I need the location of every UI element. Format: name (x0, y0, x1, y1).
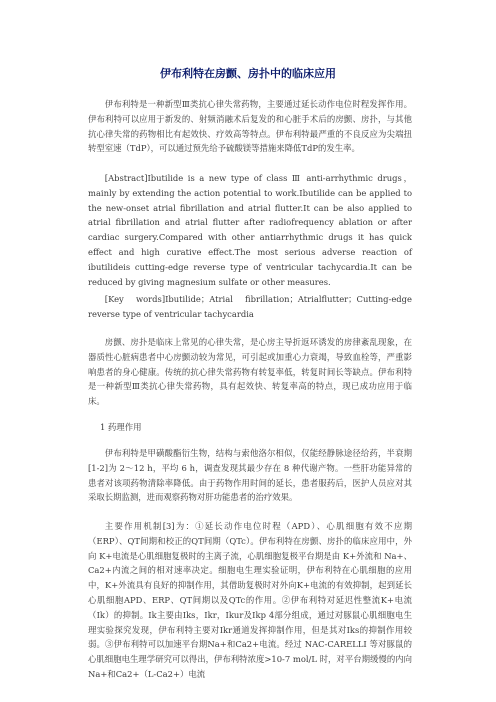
english-abstract: [Abstract]Ibutilide is a new type of class Ⅲ anti-arrhythmic drugs，mainly by extending the action potential to work.Ibutilide can be applied to the new-onset atrial fibrillation and atrial flutter.It can be also applied to atrial fibrillation and atrial flutter after radiofrequency ablation or after cardiac surgery.Compared with other antiarrhythmic drugs it has quick effect and high curative effect.The most serious adverse reaction of ibutilideis cutting-edge reverse type of ventricular tachycardia.It can be reduced by giving magnesium sulfate or other measures. (88, 173, 412, 287)
pharmacology-paragraph-1: 伊布利特是甲磺酸酯衍生物，结构与索他洛尔相似，仅能经静脉途径给药，半衰期[1-2]为 2～12 h，平均 6 h，调查发现其最少存在 8 种代谢产物。一些肝功能异常的患者对该项药物清除率降低。由于药物作用时间的延长，患者服药后，医护人员应对其采取长期监测，进而观察药物对肝功能患者的治疗效果。 (88, 448, 412, 503)
document-title: 伊布利特在房颤、房扑中的临床应用 (160, 67, 336, 80)
chinese-abstract: 伊布利特是一种新型Ⅲ类抗心律失常药物，主要通过延长动作电位时程发挥作用。伊布利特可以应用于新发的、射频消融术后复发的和心脏手术后的房颤、房扑，与其他抗心律失常的药物相比有起效快、疗效高等特点。伊布利特最严重的不良反应为尖端扭转型室速（TdP），可以通过预先给予硫酸镁等措施来降低TdP的发生率。 (88, 99, 412, 154)
introduction-paragraph: 房颤、房扑是临床上常见的心律失常，是心房主导折返环诱发的房律紊乱现象，在器质性心脏病患者中心房颤动较为常见，可引起或加重心力衰竭，导致血栓等，严重影响患者的身心健康。传统的抗心律失常药物有转复率低，转复时间长等缺点。伊布利特是一种新型Ⅲ类抗心律失常药物，具有起效快、转复率高的特点，现已成功应用于临床。 (88, 337, 412, 407)
keywords: [Key words]Ibutilide；Atrial fibrillation；Atrialflutter；Cutting-edge reverse type of ventricular tachycardia (88, 294, 412, 319)
pharmacology-paragraph-2: 主要作用机制[3]为：①延长动作电位时程（APD）、心肌细胞有效不应期（ERP）、QT间期和校正的QT间期（QTc）。伊布利特在房颤、房扑的临床应用中，外向 K+电流是心肌细胞复极时的主离子流，心肌细胞复极平台期是由 K+外流和 Na+、Ca2+内流之间的相对速率决定。细胞电生理实验证明，伊布利特在心肌细胞的应用中，K+外流具有良好的抑制作用，其借助复极时对外向K+电流的有效抑制，起到延长心肌细胞APD、ERP、QT间期以及QTc的作用。②伊布利特对延迟性整流K+电流（Ik）的抑制。Ik主要由Iks，Ikr，Ikur及Ikp 4部分组成，通过对豚鼠心肌细胞电生理实验探究发现，伊布利特主要对Ikr通道发挥抑制作用，但是其对Iks的抑制作用较弱。③伊布利特可以加速平台期Na+和Ca2+电流。经过 NAC-CARELLI 等对豚鼠的心肌细胞电生理学研究可以得出，伊布利特浓度>10-7 mol/L 时，对平台期缓慢的内向Na+和Ca2+（L-Ca2+）电流 (88, 521, 412, 679)
section-heading-pharmacology: 1 药理作用 (100, 422, 142, 432)
